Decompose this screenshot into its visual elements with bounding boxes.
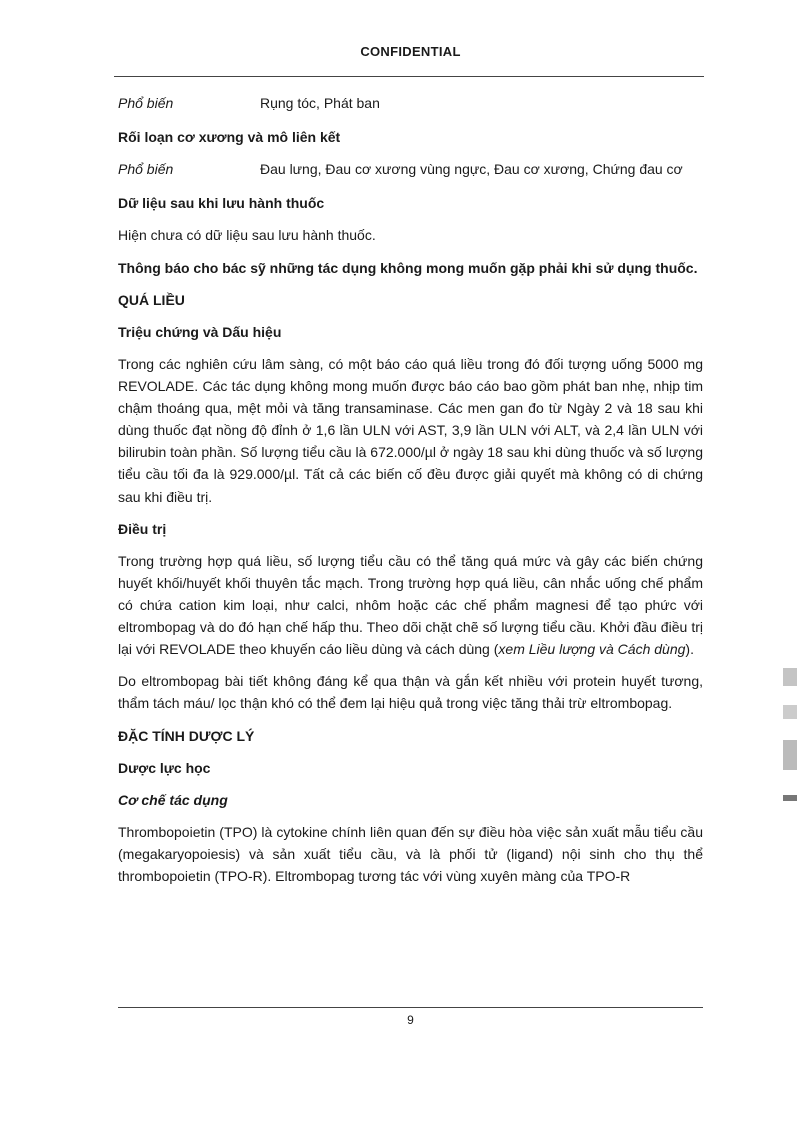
scan-margin-mark [783,705,797,719]
confidential-header: CONFIDENTIAL [360,44,461,59]
mechanism-heading: Cơ chế tác dụng [118,791,228,808]
symptoms-text: Trong các nghiên cứu lâm sàng, có một báo cáo quá liều trong đó đối tượng uống 5000 mg REVOLADE. Các tác dụng không mong muốn được báo cáo bao gồm phát ban nhẹ, nhịp tim chậm thoáng qua, mệt mỏi và tăng transaminase. Các men gan đo từ Ngày 2 và 18 sau khi dùng thuốc đạt nồng độ đỉnh ở 1,6 lần ULN với AST, 3,9 lần ULN với ALT, và 2,4 lần ULN với bilirubin toàn phần. Số lượng tiểu cầu là 672.000/µl ở ngày 18 sau khi dùng thuốc và số lượng tiểu cầu tối đa là 929.000/µl. Tất cả các biến cố đều được giải quyết mà không có di chứng sau khi điều trị. [118,355,703,505]
symptoms-heading: Triệu chứng và Dấu hiệu [118,323,282,340]
notice-heading: Thông báo cho bác sỹ những tác dụng không mong muốn gặp phải khi sử dụng thuốc. [118,259,698,276]
treatment-text-end: ). [685,641,694,658]
treatment-paragraph-1 [118,550,703,661]
scan-margin-mark [783,740,797,770]
header-rule [114,76,704,77]
effects-text: Đau lưng, Đau cơ xương vùng ngực, Đau cơ xương, Chứng đau cơ [260,161,683,178]
document-page [118,0,703,1130]
effects-text: Rụng tóc, Phát ban [260,95,380,111]
pharmacodynamics-heading: Dược lực học [118,759,211,776]
treatment-cross-reference: xem Liều lượng và Cách dùng [498,641,686,658]
scan-margin-mark [783,668,797,686]
page-number: 9 [407,1013,414,1027]
scan-margin-mark [783,795,797,801]
pharmacology-heading: ĐẶC TÍNH DƯỢC LÝ [118,727,255,744]
page-content [118,92,703,897]
postmarketing-heading: Dữ liệu sau khi lưu hành thuốc [118,195,325,212]
musculoskeletal-heading: Rối loạn cơ xương và mô liên kết [118,129,341,146]
overdose-heading: QUÁ LIỀU [118,291,185,308]
skin-effects-row [118,92,703,114]
mechanism-text: Thrombopoietin (TPO) là cytokine chính liên quan đến sự điều hòa việc sản xuất mẫu tiểu cầu (megakaryopoiesis) và sản xuất tiểu cầu, và là phối tử (ligand) nội sinh cho thụ thể thrombopoietin (TPO-R). Eltrombopag tương tác với vùng xuyên màng của TPO-R [118,823,703,885]
treatment-heading: Điều trị [118,520,167,537]
frequency-label: Phổ biến [118,95,174,111]
treatment-text: Trong trường hợp quá liều, số lượng tiểu cầu có thể tăng quá mức và gây các biến chứng huyết khối/huyết khối thuyên tắc mạch. Trong trường hợp quá liều, cân nhắc uống chế phẩm có chứa cation kim loại, như calci, nhôm hoặc các chế phẩm magnesi để tạo phức với eltrombopag và do đó hạn chế hấp thu. Theo dõi chặt chẽ số lượng tiểu cầu. Khởi đầu điều trị lại với REVOLADE theo khuyến cáo liều dùng và cách dùng ( [118,552,703,658]
treatment-paragraph-2: Do eltrombopag bài tiết không đáng kể qua thận và gắn kết nhiều với protein huyết tương, thẩm tách máu/ lọc thận khó có thể đem lại hiệu quả trong việc tăng thải trừ eltrombopag. [118,673,703,712]
frequency-label: Phổ biến [118,161,174,178]
postmarketing-text: Hiện chưa có dữ liệu sau lưu hành thuốc. [118,227,376,244]
musculoskeletal-row [118,158,703,180]
footer-rule [118,1007,703,1008]
